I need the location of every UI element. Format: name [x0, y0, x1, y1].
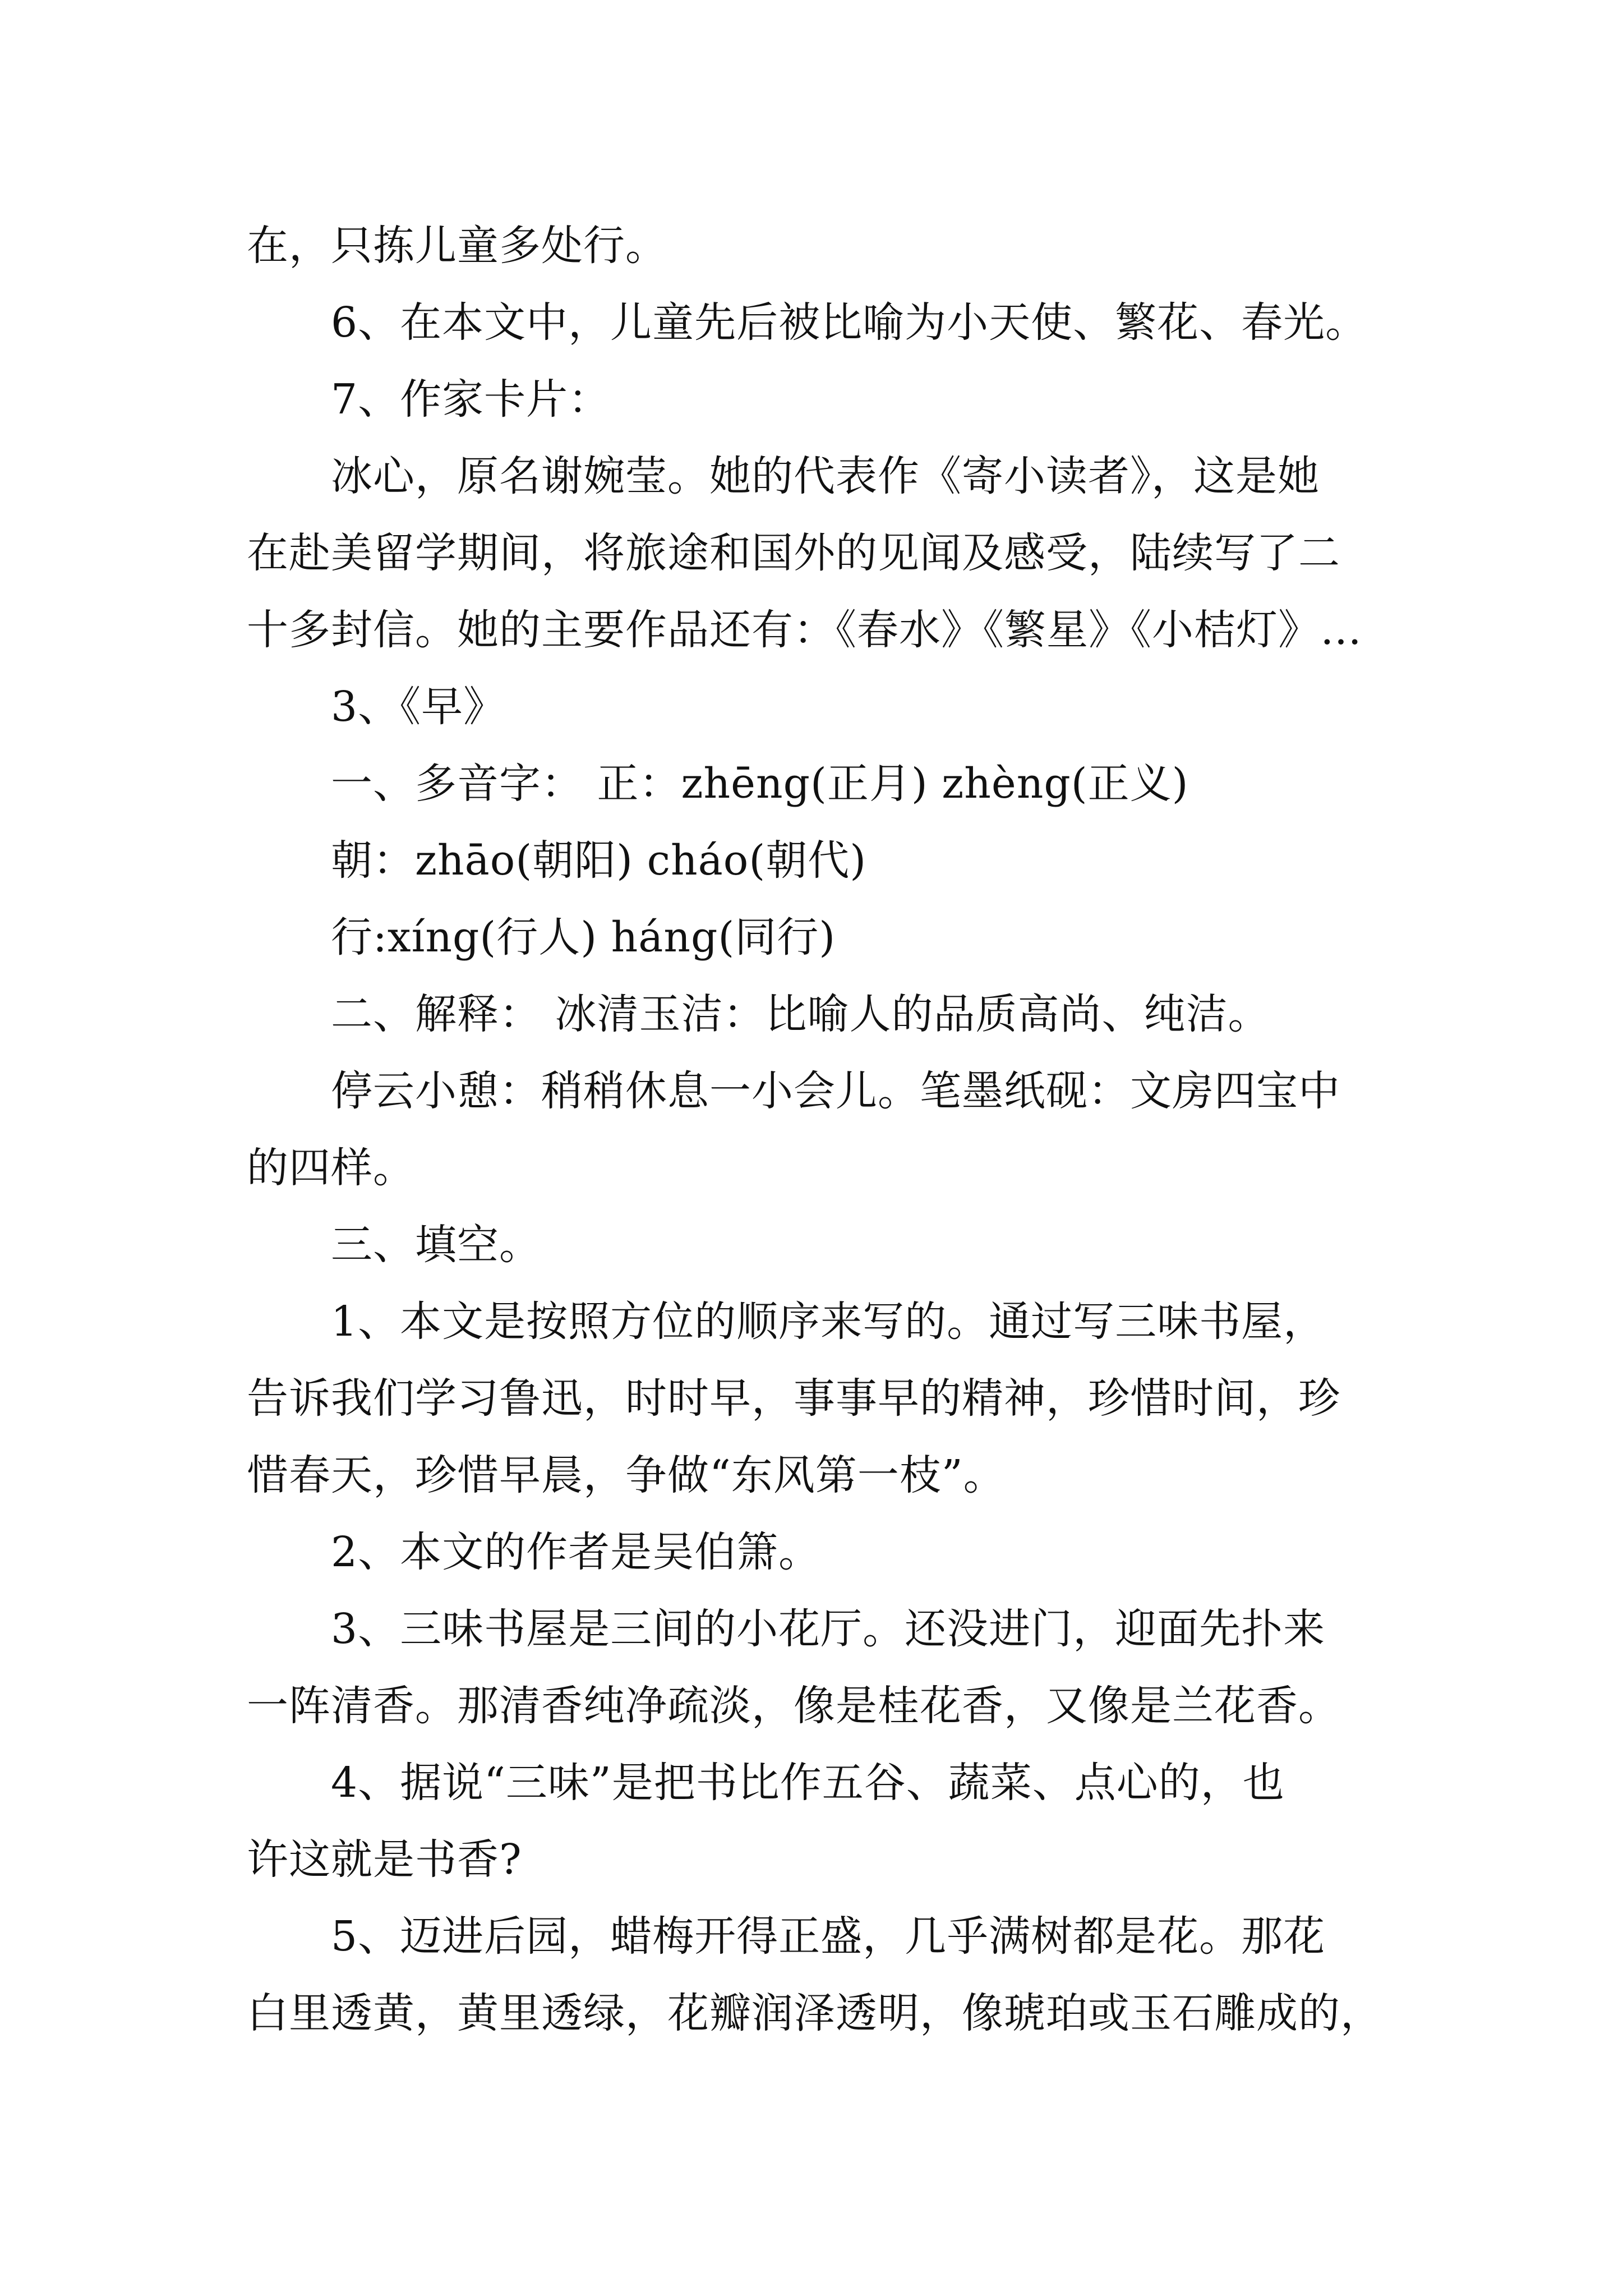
text-line: 的四样。 [247, 1144, 415, 1192]
text-line: 许这就是书香? [247, 1835, 522, 1884]
text-line: 二、解释： 冰清玉洁：比喻人的品质高尚、纯洁。 [331, 990, 1270, 1038]
text-line: 三、填空。 [331, 1221, 541, 1269]
text-line: 惜春天，珍惜早晨，争做“东风第一枝”。 [247, 1451, 1006, 1499]
text-line: 告诉我们学习鲁迅，时时早，事事早的精神，珍惜时间，珍 [247, 1374, 1340, 1423]
text-line: 1、本文是按照方位的顺序来写的。通过写三味书屋， [331, 1297, 1326, 1346]
text-line: 3、三味书屋是三间的小花厅。还没进门，迎面先扑来 [331, 1605, 1326, 1653]
text-line: 7、作家卡片： [331, 375, 611, 424]
section-heading: 3、《早》 [331, 683, 506, 731]
text-line: 在赴美留学期间，将旅途和国外的见闻及感受，陆续写了二 [247, 529, 1340, 577]
text-line: 6、在本文中，儿童先后被比喻为小天使、繁花、春光。 [331, 298, 1368, 347]
text-line: 5、迈进后园，蜡梅开得正盛，几乎满树都是花。那花 [331, 1912, 1326, 1961]
text-line: 一、多音字： 正：zhēng(正月) zhèng(正义) [331, 760, 1189, 808]
text-line: 行:xíng(行人) háng(同行) [331, 913, 836, 961]
text-line: 4、据说“三味”是把书比作五谷、蔬菜、点心的，也 [331, 1759, 1285, 1807]
text-line: 停云小憩：稍稍休息一小会儿。笔墨纸砚：文房四宝中 [331, 1067, 1340, 1115]
document-body [247, 208, 1391, 2052]
text-line: 白里透黄，黄里透绿，花瓣润泽透明，像琥珀或玉石雕成的， [247, 1989, 1382, 2037]
text-line: 2、本文的作者是吴伯箫。 [331, 1528, 821, 1576]
text-line: 在，只拣儿童多处行。 [247, 222, 667, 270]
text-line: 朝：zhāo(朝阳) cháo(朝代) [331, 836, 867, 885]
text-line: 一阵清香。那清香纯净疏淡，像是桂花香，又像是兰花香。 [247, 1682, 1340, 1730]
text-line: 冰心，原名谢婉莹。她的代表作《寄小读者》，这是她 [331, 452, 1320, 500]
text-line: 十多封信。她的主要作品还有：《春水》《繁星》《小桔灯》… [247, 606, 1362, 654]
